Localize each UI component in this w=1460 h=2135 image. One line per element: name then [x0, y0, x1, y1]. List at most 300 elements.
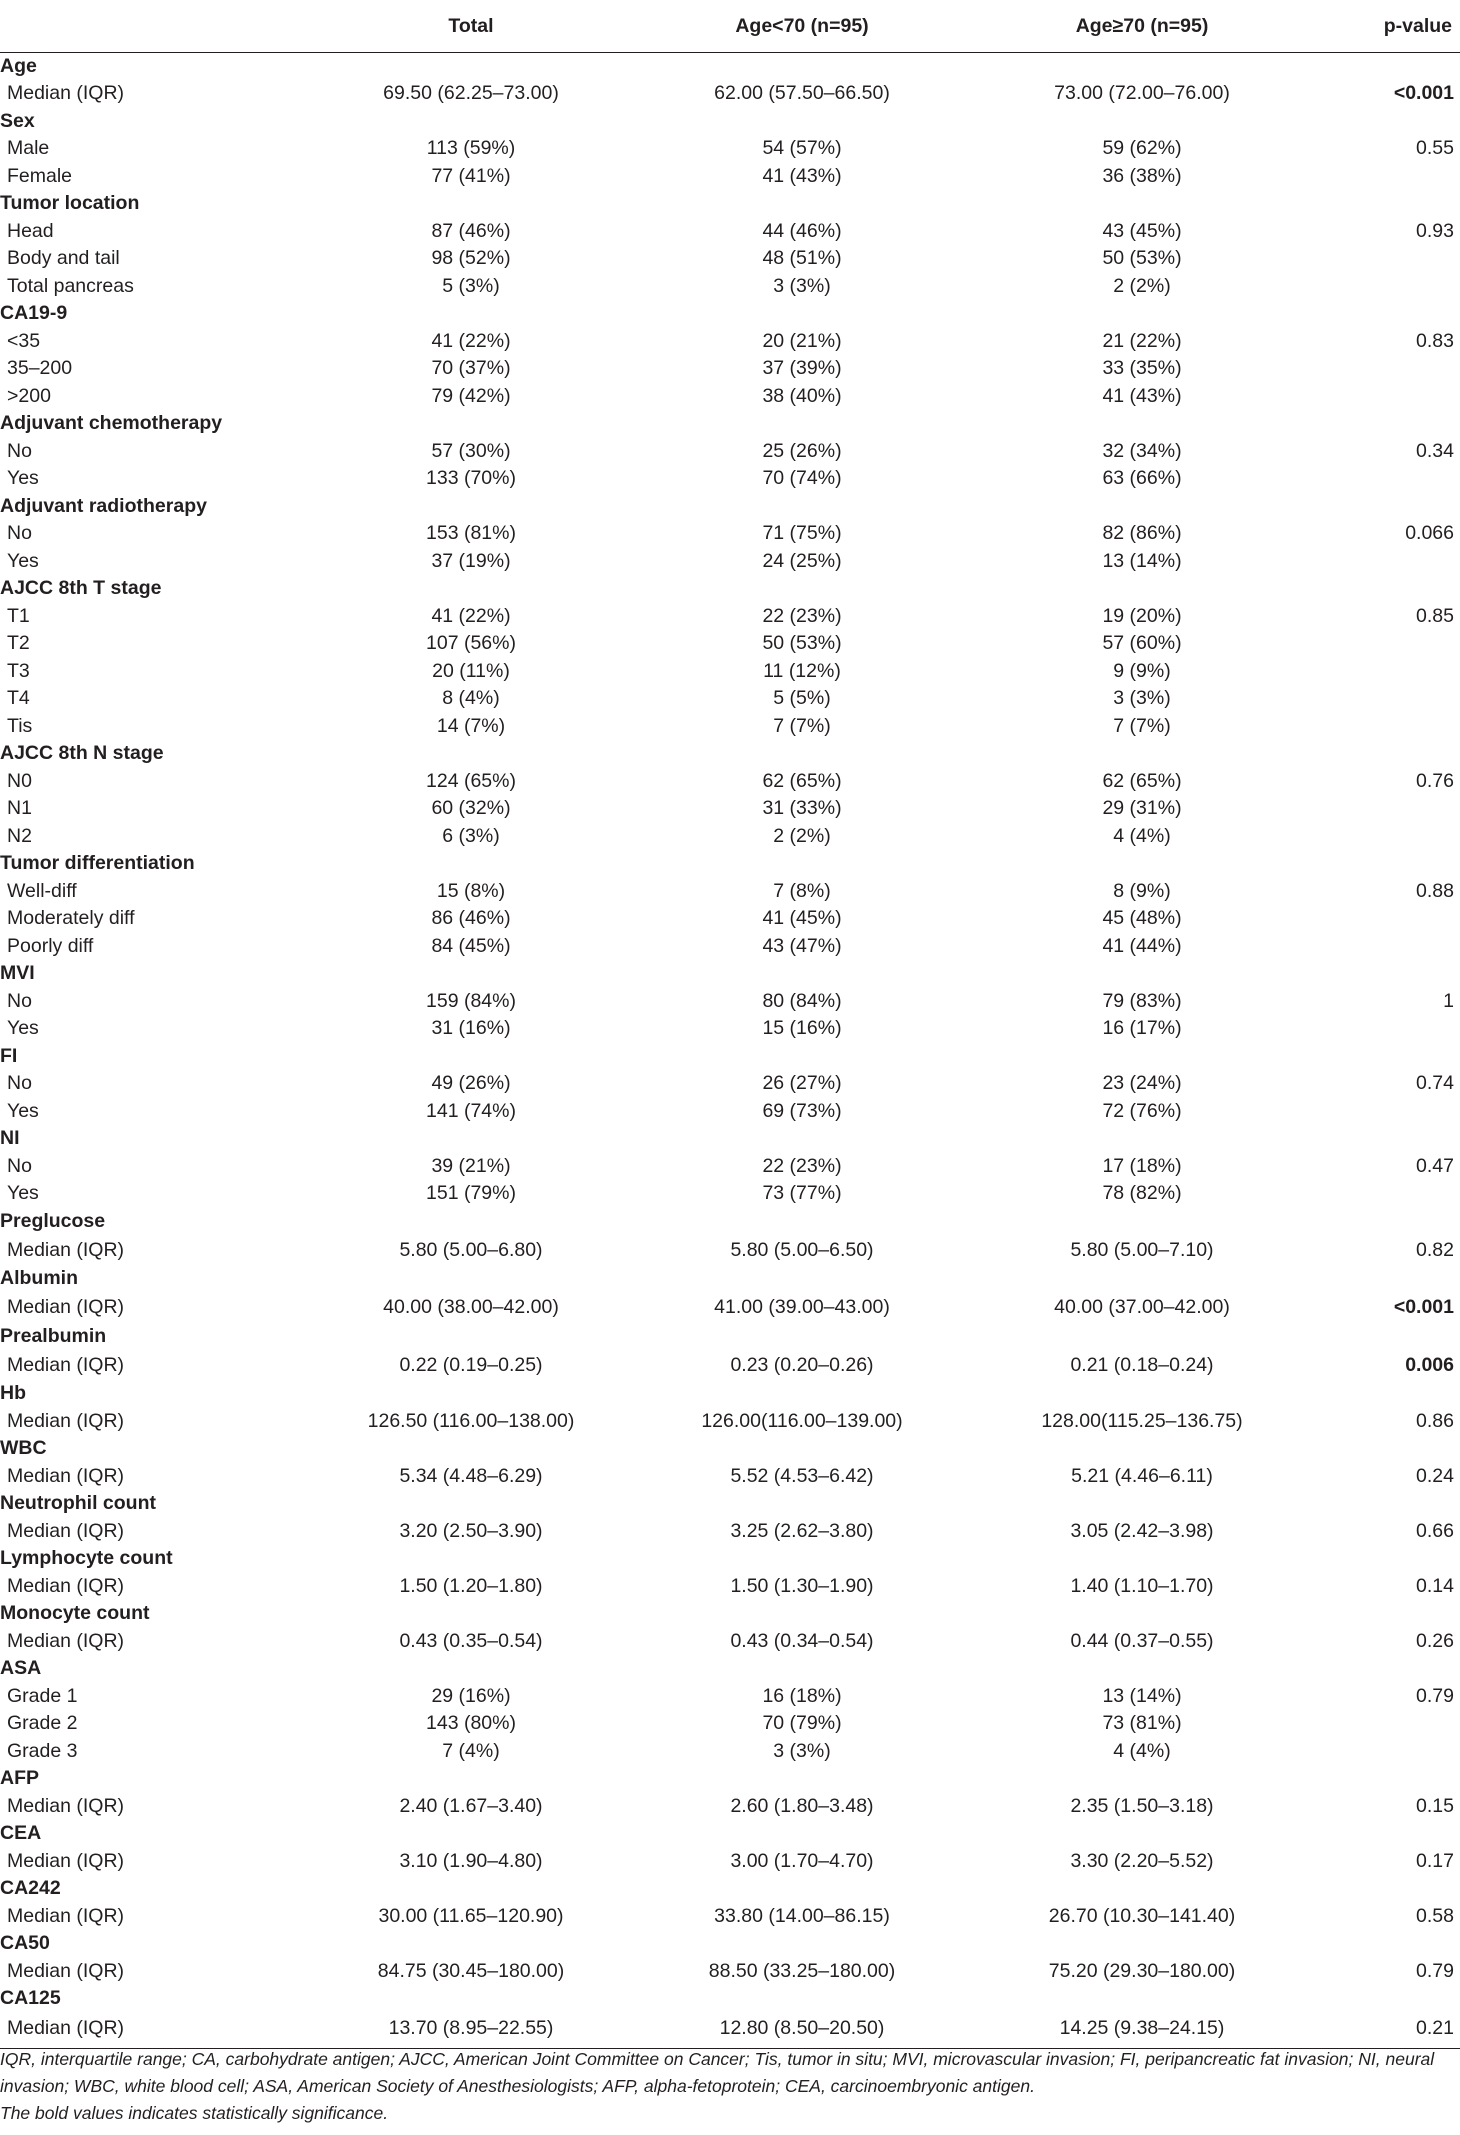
- table-row: [0, 355, 1460, 383]
- total-cell: 40.00 (38.00–42.00): [383, 1296, 559, 1318]
- category-label: Neutrophil count: [0, 1492, 156, 1515]
- p-value-cell: [1312, 1180, 1460, 1208]
- p-value-cell: [1312, 1738, 1460, 1766]
- total-cell: 31 (16%): [431, 1017, 511, 1040]
- p-value-cell: 0.79: [1416, 1684, 1454, 1707]
- category-row: [0, 1875, 1460, 1903]
- total-cell: 3.20 (2.50–3.90): [399, 1519, 543, 1542]
- row-label: Head: [7, 219, 54, 242]
- p-value-cell: [1312, 685, 1460, 713]
- table-row: [0, 1015, 1460, 1043]
- total-cell: 7 (4%): [442, 1739, 500, 1762]
- p-value-cell: 0.86: [1416, 1409, 1454, 1432]
- table-row: [0, 1463, 1460, 1491]
- age-under-70-cell: 7 (7%): [773, 714, 831, 737]
- table-row: [0, 795, 1460, 823]
- age-under-70-cell: 5.52 (4.53–6.42): [730, 1464, 874, 1487]
- p-value-cell: 0.85: [1416, 604, 1454, 627]
- category-row: [0, 960, 1460, 988]
- table-row: [0, 1518, 1460, 1546]
- age-under-70-cell: 5.80 (5.00–6.50): [730, 1238, 874, 1261]
- table-body: [0, 53, 1460, 2049]
- age-70-plus-cell: 2 (2%): [1113, 274, 1171, 297]
- age-70-plus-cell: 3.30 (2.20–5.52): [1070, 1849, 1214, 1872]
- category-row: [0, 410, 1460, 438]
- p-value-cell: [1312, 383, 1460, 411]
- category-row: [0, 740, 1460, 768]
- total-cell: 1.50 (1.20–1.80): [399, 1574, 543, 1597]
- table-row: [0, 1848, 1460, 1876]
- category-label: Albumin: [0, 1267, 78, 1290]
- total-cell: 0.22 (0.19–0.25): [399, 1353, 543, 1376]
- p-value-cell: [1312, 1015, 1460, 1043]
- total-cell: 41 (22%): [431, 329, 511, 352]
- table-row: [0, 630, 1460, 658]
- p-value-cell: 1: [1443, 989, 1454, 1012]
- table-row: [0, 1350, 1460, 1380]
- table-row: [0, 1738, 1460, 1766]
- p-value-cell: [1312, 465, 1460, 493]
- table-row: [0, 383, 1460, 411]
- table-row: [0, 658, 1460, 686]
- p-value-cell: [1312, 273, 1460, 301]
- age-under-70-cell: 41 (43%): [762, 164, 842, 187]
- row-label: Grade 3: [7, 1739, 78, 1762]
- category-row: [0, 1765, 1460, 1793]
- row-label: Yes: [7, 467, 39, 490]
- age-under-70-cell: 22 (23%): [762, 1154, 842, 1177]
- age-under-70-cell: 48 (51%): [762, 247, 842, 270]
- age-70-plus-cell: 72 (76%): [1102, 1099, 1182, 1122]
- age-70-plus-cell: 5.21 (4.46–6.11): [1071, 1464, 1213, 1487]
- total-cell: 39 (21%): [431, 1154, 511, 1177]
- age-70-plus-cell: 57 (60%): [1102, 632, 1182, 655]
- row-label: Female: [7, 164, 73, 187]
- table-row: [0, 603, 1460, 631]
- p-value-cell: 0.26: [1416, 1629, 1454, 1652]
- category-label: Monocyte count: [0, 1602, 150, 1625]
- row-label: Median (IQR): [7, 1959, 125, 1982]
- age-under-70-cell: 2.60 (1.80–3.48): [730, 1794, 874, 1817]
- age-under-70-cell: 31 (33%): [762, 797, 842, 820]
- age-under-70-cell: 38 (40%): [762, 384, 842, 407]
- row-label: >200: [7, 384, 51, 407]
- age-under-70-cell: 0.23 (0.20–0.26): [730, 1353, 874, 1376]
- category-row: [0, 1820, 1460, 1848]
- table-footnote: [0, 2046, 1458, 2127]
- total-cell: 133 (70%): [426, 467, 516, 490]
- p-value-cell: [1312, 1710, 1460, 1738]
- category-row: [0, 1545, 1460, 1573]
- table-row: [0, 1958, 1460, 1986]
- p-value-cell: [1312, 630, 1460, 658]
- age-70-plus-cell: 59 (62%): [1102, 137, 1182, 160]
- age-70-plus-cell: 8 (9%): [1113, 879, 1171, 902]
- age-70-plus-cell: 63 (66%): [1102, 467, 1182, 490]
- total-cell: 49 (26%): [431, 1072, 511, 1095]
- age-under-70-cell: 22 (23%): [762, 604, 842, 627]
- table-row: [0, 465, 1460, 493]
- p-value-cell: 0.21: [1312, 2013, 1460, 2049]
- category-row: [0, 1380, 1460, 1408]
- age-70-plus-cell: 2.35 (1.50–3.18): [1070, 1794, 1214, 1817]
- row-label: No: [7, 1154, 32, 1177]
- table-row: [0, 245, 1460, 273]
- row-label: N1: [7, 797, 32, 820]
- age-under-70-cell: 71 (75%): [762, 522, 842, 545]
- p-value-cell: [1312, 823, 1460, 851]
- row-label: Grade 2: [7, 1712, 78, 1735]
- row-label: Yes: [7, 1099, 39, 1122]
- row-label: 35–200: [7, 357, 73, 380]
- age-70-plus-cell: 128.00(115.25–136.75): [1041, 1409, 1243, 1432]
- row-label: No: [7, 989, 32, 1012]
- age-70-plus-cell: 73.00 (72.00–76.00): [1054, 82, 1230, 105]
- age-70-plus-cell: 1.40 (1.10–1.70): [1070, 1574, 1214, 1597]
- total-cell: 41 (22%): [431, 604, 511, 627]
- table-row: [0, 1793, 1460, 1821]
- row-label: N0: [7, 769, 32, 792]
- age-under-70-cell: 1.50 (1.30–1.90): [730, 1574, 874, 1597]
- row-label: Body and tail: [7, 247, 120, 270]
- table-header: [0, 0, 1460, 53]
- p-value-cell: 0.83: [1416, 329, 1454, 352]
- total-cell: 143 (80%): [426, 1712, 516, 1735]
- table-row: [0, 1293, 1460, 1323]
- p-value-cell: [1312, 795, 1460, 823]
- age-70-plus-cell: 13 (14%): [1102, 1684, 1182, 1707]
- row-label: T2: [7, 632, 30, 655]
- category-row: [0, 1655, 1460, 1683]
- row-label: Moderately diff: [7, 907, 135, 930]
- category-label: WBC: [0, 1437, 47, 1460]
- category-row: [0, 1600, 1460, 1628]
- table-row: [0, 768, 1460, 796]
- category-label: AJCC 8th T stage: [0, 577, 162, 600]
- age-70-plus-cell: 4 (4%): [1113, 824, 1171, 847]
- total-cell: 77 (41%): [431, 164, 511, 187]
- age-70-plus-cell: 50 (53%): [1102, 247, 1182, 270]
- category-label: MVI: [0, 962, 35, 985]
- category-label: Adjuvant radiotherapy: [0, 494, 207, 517]
- p-value-cell: [1312, 658, 1460, 686]
- total-cell: 15 (8%): [436, 879, 506, 902]
- table-row: [0, 713, 1460, 741]
- age-under-70-cell: 73 (77%): [762, 1182, 842, 1205]
- age-under-70-cell: 41.00 (39.00–43.00): [714, 1296, 890, 1318]
- category-row: [0, 1043, 1460, 1071]
- row-label: <35: [7, 329, 41, 352]
- age-70-plus-cell: 7 (7%): [1113, 714, 1171, 737]
- row-label: T1: [7, 604, 30, 627]
- total-cell: 84.75 (30.45–180.00): [377, 1959, 565, 1982]
- table-row: [0, 1903, 1460, 1931]
- p-value-cell: 0.066: [1405, 522, 1454, 545]
- total-cell: 14 (7%): [436, 714, 506, 737]
- p-value-cell: <0.001: [1393, 82, 1454, 105]
- category-label: CA19-9: [0, 302, 68, 325]
- table-row: [0, 1573, 1460, 1601]
- age-70-plus-cell: 4 (4%): [1113, 1739, 1171, 1762]
- row-label: No: [7, 1072, 32, 1095]
- header-total: Total: [310, 0, 632, 53]
- total-cell: 57 (30%): [431, 439, 511, 462]
- total-cell: 13.70 (8.95–22.55): [310, 2013, 632, 2049]
- p-value-cell: 0.24: [1416, 1464, 1454, 1487]
- row-label: Median (IQR): [7, 1353, 125, 1376]
- total-cell: 30.00 (11.65–120.90): [378, 1904, 564, 1927]
- row-label: Median (IQR): [7, 1904, 125, 1927]
- row-label: Poorly diff: [7, 934, 94, 957]
- row-label: Yes: [7, 1182, 39, 1205]
- table-row: [0, 1180, 1460, 1208]
- age-under-70-cell: 33.80 (14.00–86.15): [714, 1904, 890, 1927]
- age-under-70-cell: 70 (74%): [762, 467, 842, 490]
- category-label: Preglucose: [0, 1209, 106, 1232]
- table-row: [0, 988, 1460, 1016]
- table-row: [0, 520, 1460, 548]
- table-row: [0, 1235, 1460, 1265]
- category-row: [0, 1490, 1460, 1518]
- age-under-70-cell: 15 (16%): [762, 1017, 842, 1040]
- table-row: [0, 218, 1460, 246]
- footnote-bold-note: The bold values indicates statistically significance.: [0, 2103, 389, 2123]
- row-label: Median (IQR): [7, 1409, 125, 1432]
- row-label: Total pancreas: [7, 274, 134, 297]
- table-row: [0, 1683, 1460, 1711]
- age-70-plus-cell: 75.20 (29.30–180.00): [1048, 1959, 1236, 1982]
- row-label: T3: [7, 659, 30, 682]
- category-label: AFP: [0, 1767, 39, 1790]
- age-70-plus-cell: 36 (38%): [1102, 164, 1182, 187]
- p-value-cell: [1312, 245, 1460, 273]
- header-age-70-plus: Age≥70 (n=95): [972, 0, 1312, 53]
- table-row: [0, 823, 1460, 851]
- age-under-70-cell: 0.43 (0.34–0.54): [730, 1629, 874, 1652]
- age-70-plus-cell: 62 (65%): [1102, 769, 1182, 792]
- p-value-cell: 0.17: [1416, 1849, 1454, 1872]
- total-cell: 6 (3%): [442, 824, 500, 847]
- age-under-70-cell: 126.00(116.00–139.00): [701, 1409, 903, 1432]
- total-cell: 60 (32%): [431, 797, 511, 820]
- row-label: No: [7, 439, 32, 462]
- p-value-cell: 0.93: [1416, 219, 1454, 242]
- total-cell: 113 (59%): [426, 137, 516, 160]
- category-label: Sex: [0, 109, 35, 132]
- category-label: Prealbumin: [0, 1324, 107, 1347]
- age-under-70-cell: 26 (27%): [762, 1072, 842, 1095]
- age-under-70-cell: 41 (45%): [762, 907, 842, 930]
- total-cell: 159 (84%): [426, 989, 516, 1012]
- row-label: N2: [7, 824, 32, 847]
- age-70-plus-cell: 41 (44%): [1102, 934, 1182, 957]
- total-cell: 5.34 (4.48–6.29): [399, 1464, 543, 1487]
- row-label: Male: [7, 137, 50, 160]
- table-row: [0, 328, 1460, 356]
- age-70-plus-cell: 13 (14%): [1102, 549, 1182, 572]
- table-row: [0, 933, 1460, 961]
- table-row: [0, 905, 1460, 933]
- age-under-70-cell: 80 (84%): [762, 989, 842, 1012]
- age-under-70-cell: 3 (3%): [773, 274, 831, 297]
- category-label: CA50: [0, 1932, 50, 1955]
- p-value-cell: [1312, 933, 1460, 961]
- p-value-cell: 0.15: [1416, 1794, 1454, 1817]
- age-70-plus-cell: 23 (24%): [1102, 1072, 1182, 1095]
- age-70-plus-cell: 19 (20%): [1102, 604, 1182, 627]
- age-under-70-cell: 20 (21%): [762, 329, 842, 352]
- age-70-plus-cell: 33 (35%): [1102, 357, 1182, 380]
- table-row: [0, 1070, 1460, 1098]
- row-label: Grade 1: [7, 1684, 78, 1707]
- category-row: [0, 1323, 1460, 1351]
- category-label: Lymphocyte count: [0, 1547, 173, 1570]
- header-p-value: p-value: [1312, 0, 1460, 53]
- footnote-abbreviations: IQR, interquartile range; CA, carbohydrate antigen; AJCC, American Joint Committee on Cancer; Tis, tumor in situ; MVI, microvascular invasion; FI, peripancreatic fat invasion; NI, neural invasion; WBC, white blood cell; ASA, American Society of Anesthesiologists; AFP, alpha-fetoprotein; CEA, carcinoembryonic antigen.: [0, 2049, 1435, 2096]
- category-label: Tumor location: [0, 192, 140, 215]
- category-label: FI: [0, 1044, 18, 1067]
- age-under-70-cell: 88.50 (33.25–180.00): [708, 1959, 896, 1982]
- row-label: Median (IQR): [7, 1519, 125, 1542]
- age-70-plus-cell: 0.21 (0.18–0.24): [1070, 1353, 1214, 1376]
- age-under-70-cell: 12.80 (8.50–20.50): [632, 2013, 972, 2049]
- row-label: Median (IQR): [7, 1238, 125, 1261]
- header-age-under-70: Age<70 (n=95): [632, 0, 972, 53]
- category-label: NI: [0, 1127, 20, 1150]
- category-row: [0, 575, 1460, 603]
- table-row: [0, 685, 1460, 713]
- age-under-70-cell: 44 (46%): [762, 219, 842, 242]
- table-row: [0, 80, 1460, 108]
- age-70-plus-cell: 41 (43%): [1102, 384, 1182, 407]
- total-cell: 79 (42%): [431, 384, 511, 407]
- age-under-70-cell: 3.00 (1.70–4.70): [730, 1849, 874, 1872]
- table-row: [0, 2013, 1460, 2049]
- row-label: Yes: [7, 1017, 39, 1040]
- row-label: Yes: [7, 549, 39, 572]
- category-row: [0, 493, 1460, 521]
- total-cell: 69.50 (62.25–73.00): [383, 82, 559, 105]
- p-value-cell: 0.88: [1416, 879, 1454, 902]
- p-value-cell: 0.006: [1405, 1353, 1454, 1376]
- total-cell: 20 (11%): [432, 659, 510, 682]
- p-value-cell: [1312, 905, 1460, 933]
- total-cell: 126.50 (116.00–138.00): [367, 1409, 575, 1432]
- table-row: [0, 135, 1460, 163]
- p-value-cell: [1312, 163, 1460, 191]
- category-label: Tumor differentiation: [0, 852, 195, 875]
- age-70-plus-cell: 3.05 (2.42–3.98): [1070, 1519, 1214, 1542]
- category-label: Age: [0, 55, 37, 77]
- age-under-70-cell: 16 (18%): [762, 1684, 842, 1707]
- age-70-plus-cell: 43 (45%): [1102, 219, 1182, 242]
- category-row: [0, 1930, 1460, 1958]
- total-cell: 86 (46%): [431, 907, 511, 930]
- table-row: [0, 878, 1460, 906]
- age-under-70-cell: 62.00 (57.50–66.50): [714, 82, 890, 105]
- age-70-plus-cell: 82 (86%): [1102, 522, 1182, 545]
- table-row: [0, 438, 1460, 466]
- total-cell: 141 (74%): [426, 1099, 516, 1122]
- total-cell: 5.80 (5.00–6.80): [399, 1238, 543, 1261]
- age-under-70-cell: 11 (12%): [763, 659, 841, 682]
- p-value-cell: [1312, 355, 1460, 383]
- row-label: Well-diff: [7, 879, 77, 902]
- header-variable: [0, 0, 310, 53]
- total-cell: 107 (56%): [426, 632, 516, 655]
- row-label: Median (IQR): [7, 1794, 125, 1817]
- p-value-cell: [1312, 713, 1460, 741]
- total-cell: 5 (3%): [442, 274, 500, 297]
- age-70-plus-cell: 73 (81%): [1102, 1712, 1182, 1735]
- category-label: Adjuvant chemotherapy: [0, 412, 223, 435]
- p-value-cell: <0.001: [1393, 1296, 1454, 1318]
- age-70-plus-cell: 29 (31%): [1102, 797, 1182, 820]
- age-70-plus-cell: 16 (17%): [1102, 1017, 1182, 1040]
- row-label: No: [7, 522, 32, 545]
- age-under-70-cell: 69 (73%): [762, 1099, 842, 1122]
- total-cell: 84 (45%): [431, 934, 511, 957]
- age-under-70-cell: 54 (57%): [762, 137, 842, 160]
- category-label: ASA: [0, 1657, 42, 1680]
- row-label: Median (IQR): [7, 1296, 125, 1318]
- age-70-plus-cell: 79 (83%): [1102, 989, 1182, 1012]
- table-row: [0, 273, 1460, 301]
- p-value-cell: 0.34: [1416, 439, 1454, 462]
- age-70-plus-cell: 14.25 (9.38–24.15): [972, 2013, 1312, 2049]
- age-under-70-cell: 37 (39%): [762, 357, 842, 380]
- age-70-plus-cell: 3 (3%): [1113, 687, 1171, 710]
- row-label: Median (IQR): [7, 1574, 125, 1597]
- category-row: [0, 190, 1460, 218]
- row-label: Median (IQR): [7, 1464, 125, 1487]
- p-value-cell: [1312, 548, 1460, 576]
- age-70-plus-cell: 40.00 (37.00–42.00): [1054, 1296, 1230, 1318]
- table-row: [0, 548, 1460, 576]
- row-label: T4: [7, 687, 30, 710]
- total-cell: 37 (19%): [431, 549, 511, 572]
- category-label: CEA: [0, 1822, 42, 1845]
- table-row: [0, 1153, 1460, 1181]
- age-70-plus-cell: 5.80 (5.00–7.10): [1070, 1238, 1214, 1261]
- age-under-70-cell: 62 (65%): [762, 769, 842, 792]
- category-row: [0, 1265, 1460, 1293]
- total-cell: 151 (79%): [426, 1182, 516, 1205]
- row-label: Tis: [7, 714, 33, 737]
- age-70-plus-cell: 0.44 (0.37–0.55): [1070, 1629, 1214, 1652]
- category-row: [0, 300, 1460, 328]
- age-under-70-cell: 3 (3%): [773, 1739, 831, 1762]
- p-value-cell: 0.14: [1416, 1574, 1454, 1597]
- age-70-plus-cell: 26.70 (10.30–141.40): [1048, 1904, 1236, 1927]
- total-cell: 8 (4%): [442, 687, 500, 710]
- table-row: [0, 1628, 1460, 1656]
- p-value-cell: 0.58: [1416, 1904, 1454, 1927]
- age-under-70-cell: 70 (79%): [762, 1712, 842, 1735]
- age-under-70-cell: 50 (53%): [762, 632, 842, 655]
- category-label: AJCC 8th N stage: [0, 742, 164, 765]
- category-row: [0, 850, 1460, 878]
- total-cell: 29 (16%): [431, 1684, 511, 1707]
- p-value-cell: 0.76: [1416, 769, 1454, 792]
- category-row: [0, 1985, 1460, 2013]
- total-cell: 153 (81%): [426, 522, 516, 545]
- category-row: [0, 1125, 1460, 1153]
- category-label: CA242: [0, 1877, 61, 1900]
- age-under-70-cell: 43 (47%): [762, 934, 842, 957]
- age-70-plus-cell: 21 (22%): [1102, 329, 1182, 352]
- p-value-cell: 0.47: [1416, 1154, 1454, 1177]
